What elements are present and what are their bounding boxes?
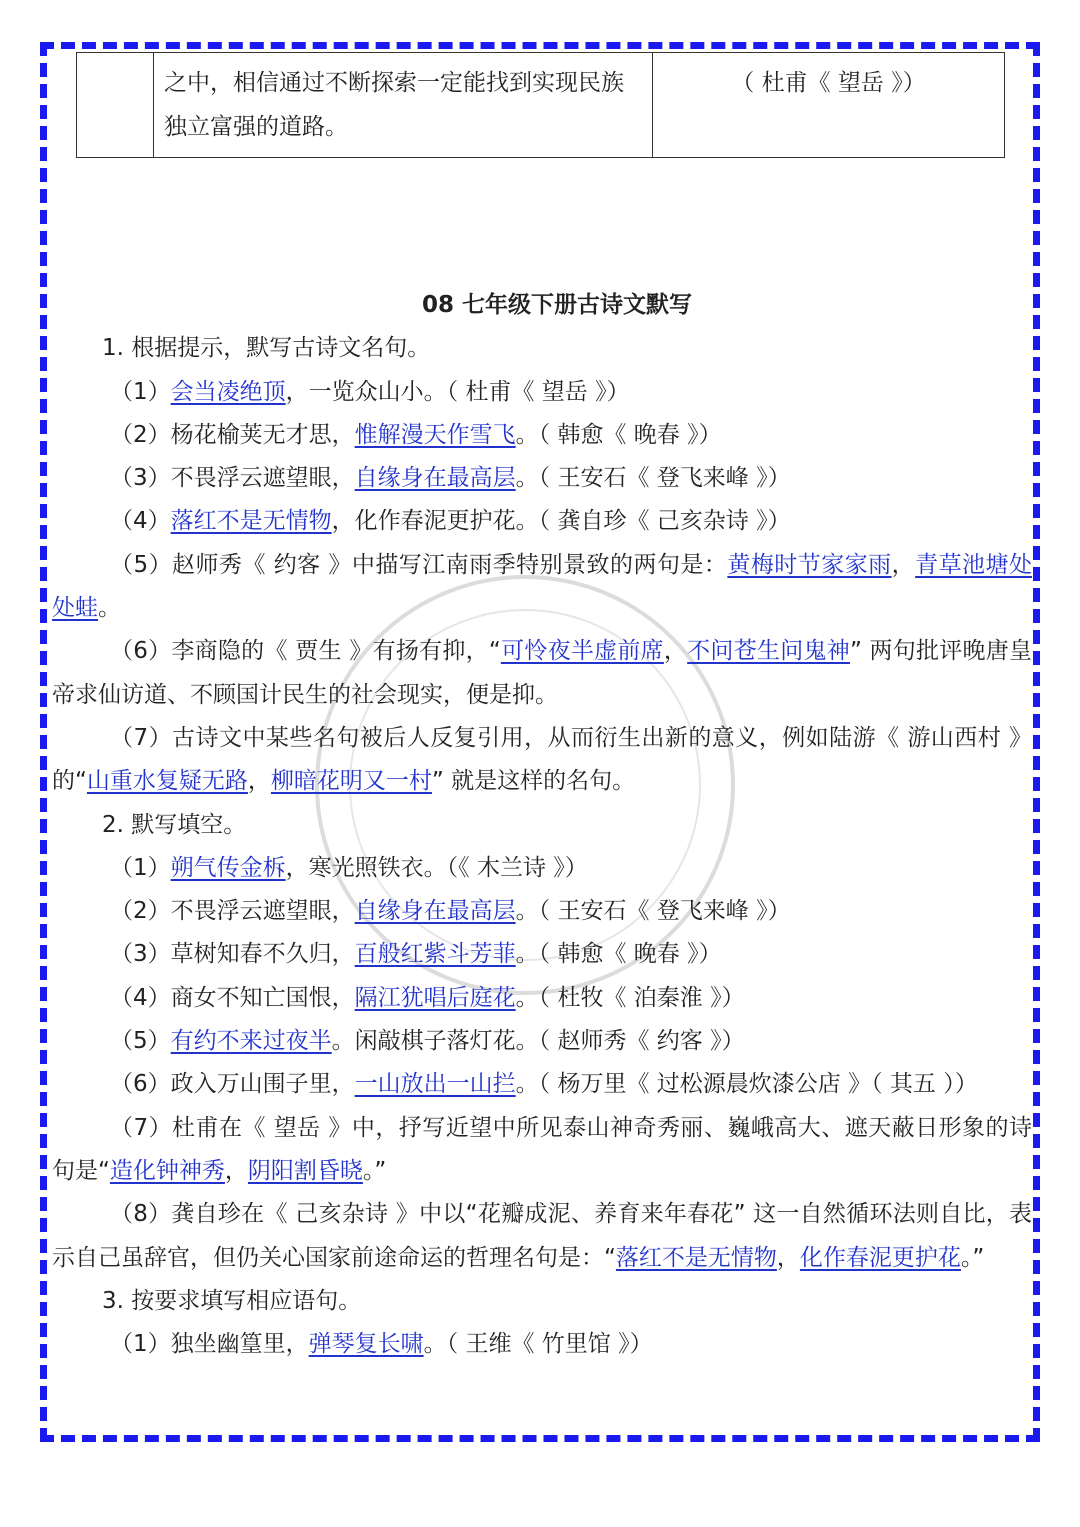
section-title: 08 七年级下册古诗文默写 [421,292,692,318]
list-item: （3）草树知春不久归，百般红紫斗芳菲。（ 韩愈《 晚春 》） [110,941,722,968]
answer-text: 会当凌绝顶 [170,378,286,405]
answer-text: 可怜夜半虚前席 [500,638,664,665]
list-item: （6）李商隐的《 贾生 》有扬有抑，“可怜夜半虚前席，不问苍生问鬼神” 两句批评晚唐皇帝求仙访道、不顾国计民生的社会现实，便是抑。 [52,638,1033,708]
answer-text: 化作春泥更护花 [799,1244,961,1271]
answer-text: 朔气传金柝 [170,854,286,881]
list-item: （1）朔气传金柝，寒光照铁衣。（《 木兰诗 》） [110,854,588,881]
answer-text: 隔江犹唱后庭花 [354,984,516,1011]
list-item: （4）落红不是无情物，化作春泥更护花。（ 龚自珍《 己亥杂诗 》） [110,508,791,535]
list-item: （5）有约不来过夜半。闲敲棋子落灯花。（ 赵师秀《 约客 》） [110,1028,745,1055]
table-cell-source: （ 杜甫《 望岳 》） [653,53,1005,158]
poetry-dictation-section [52,284,1032,1366]
list-item: （2）不畏浮云遮望眼，自缘身在最高层。（ 王安石《 登飞来峰 》） [110,898,791,925]
continued-table [76,52,1005,158]
answer-text: 青草池塘处处蛙 [52,551,1032,622]
list-item: （6）政入万山围子里，一山放出一山拦。（ 杨万里《 过松源晨炊漆公店 》（ 其五 ）） [110,1071,978,1098]
answer-text: 落红不是无情物 [615,1244,777,1271]
list-item: （1）会当凌绝顶，一览众山小。（ 杜甫《 望岳 》） [110,378,630,405]
list-item: （4）商女不知亡国恨，隔江犹唱后庭花。（ 杜牧《 泊秦淮 》） [110,984,745,1011]
list-item: （7）古诗文中某些名句被后人反复引用，从而衍生出新的意义，例如陆游《 游山西村 》的“山重水复疑无路，柳暗花明又一村” 就是这样的名句。 [52,724,1032,795]
table-cell-empty [77,53,154,158]
list-item: （1）独坐幽篁里，弹琴复长啸。（ 王维《 竹里馆 》） [110,1331,653,1358]
question-2-heading: 2. 默写填空。 [102,811,247,838]
question-1-heading: 1. 根据提示，默写古诗文名句。 [102,335,431,362]
list-item: （2）杨花榆荚无才思，惟解漫天作雪飞。（ 韩愈《 晚春 》） [110,421,722,448]
answer-text: 惟解漫天作雪飞 [354,421,516,448]
answer-text: 不问苍生问鬼神 [687,638,850,665]
answer-text: 一山放出一山拦 [354,1071,516,1098]
list-item: （5）赵师秀《 约客 》中描写江南雨季特别景致的两句是：黄梅时节家家雨，青草池塘处处蛙。 [52,551,1032,622]
answer-text: 造化钟神秀 [109,1157,225,1184]
answer-text: 柳暗花明又一村 [270,768,432,795]
table-row [77,53,1005,158]
answer-text: 阴阳割昏晓 [247,1157,363,1184]
answer-text: 百般红紫斗芳菲 [354,941,516,968]
answer-text: 弹琴复长啸 [308,1331,424,1358]
answer-text: 山重水复疑无路 [86,768,248,795]
list-item: （7）杜甫在《 望岳 》中，抒写近望中所见泰山神奇秀丽、巍峨高大、遮天蔽日形象的诗句是“造化钟神秀，阴阳割昏晓。” [52,1114,1032,1184]
table-cell-text: 之中，相信通过不断探索一定能找到实现民族独立富强的道路。 [154,53,653,158]
list-item: （8）龚自珍在《 己亥杂诗 》中以“花瓣成泥、养育来年春花” 这一自然循环法则自比，表示自己虽辞官，但仍关心国家前途命运的哲理名句是：“落红不是无情物，化作春泥更护花。” [52,1201,1032,1271]
answer-text: 落红不是无情物 [170,508,332,535]
answer-text: 自缘身在最高层 [354,465,516,492]
list-item: （3）不畏浮云遮望眼，自缘身在最高层。（ 王安石《 登飞来峰 》） [110,465,791,492]
answer-text: 黄梅时节家家雨 [727,551,892,578]
question-3-heading: 3. 按要求填写相应语句。 [102,1287,362,1314]
answer-text: 自缘身在最高层 [354,898,516,925]
answer-text: 有约不来过夜半 [170,1028,332,1055]
